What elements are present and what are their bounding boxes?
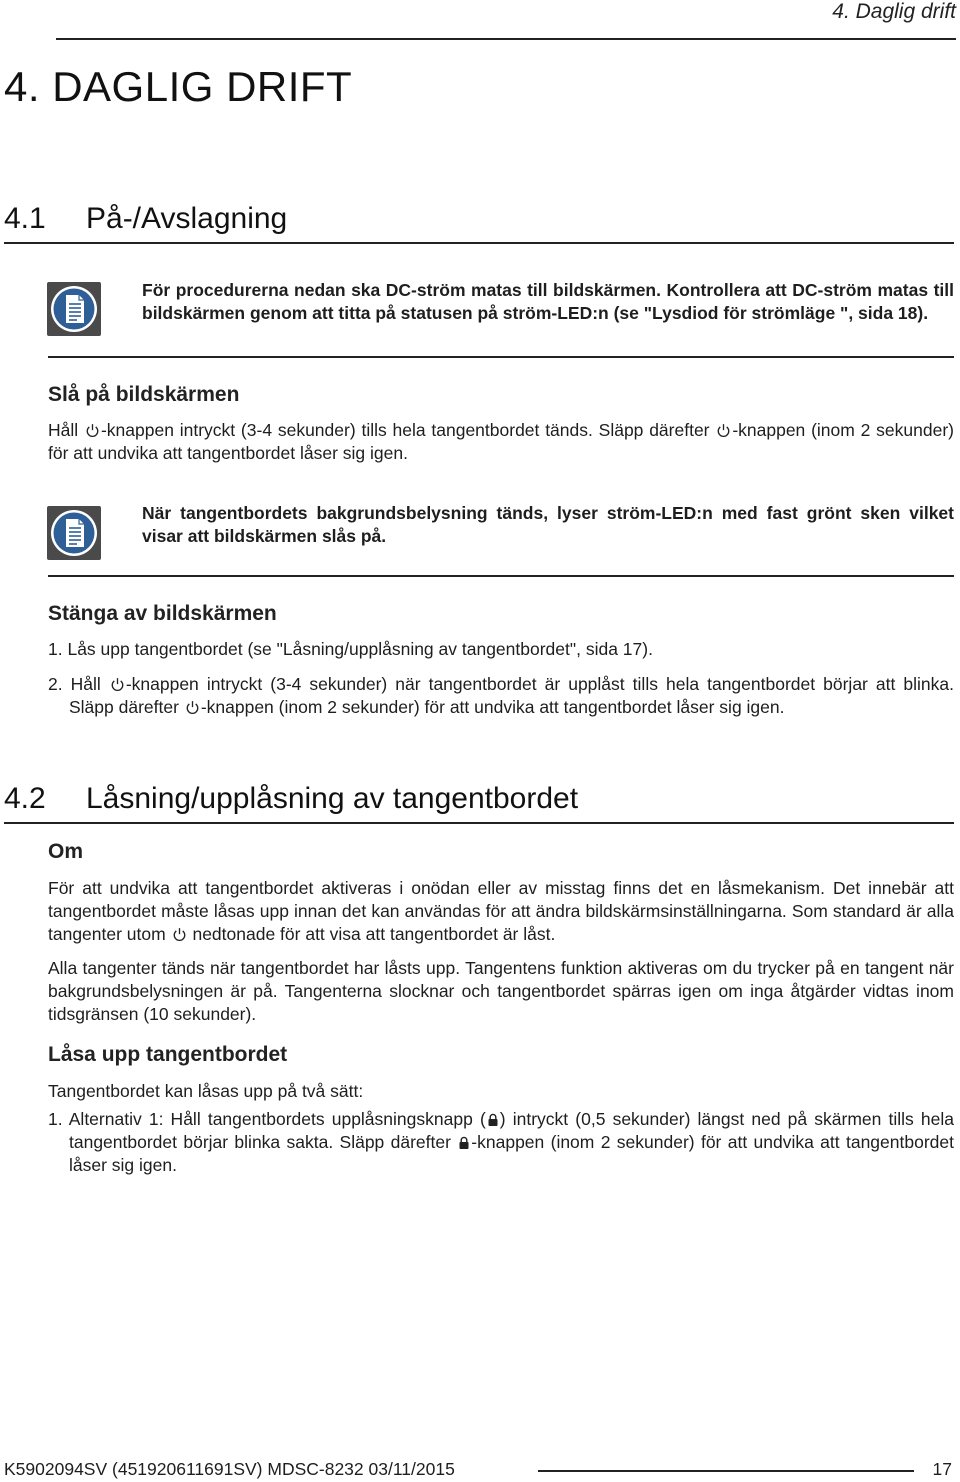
section-title-4-1 <box>4 202 287 236</box>
subsection-title-off: Stänga av bildskärmen <box>48 602 277 625</box>
section-number: 4.2 <box>4 782 46 815</box>
text: -knappen intryckt (3-4 sekunder) tills hela tangentbordet tänds. Släpp därefter <box>100 420 710 440</box>
subsection-title-on: Slå på bildskärmen <box>48 383 240 406</box>
subsection-title-unlock: Låsa upp tangentbordet <box>48 1043 288 1066</box>
note-rule <box>48 356 954 358</box>
section-title-text: På-/Avslagning <box>86 202 288 235</box>
power-icon <box>716 423 731 438</box>
power-icon <box>185 700 200 715</box>
section-rule <box>4 242 954 244</box>
text: För att undvika att tangentbordet aktiveras i onödan eller av misstag finns det en låsmekanism. Det innebär att tangentbordet måste låsas upp innan det kan användas för att ändra bildskärmsinställningarna. Som standard är alla tangenter utom <box>48 878 954 944</box>
header-rule <box>56 38 956 40</box>
text: Håll <box>48 420 79 440</box>
page-number: 17 <box>932 1459 952 1479</box>
text: -knappen (inom 2 sekunder) för att undvika att tangentbordet låser sig igen. <box>200 697 785 717</box>
power-icon <box>172 927 187 942</box>
text: ) intryckt (0,5 sekunder) längst ned på skärmen tills hela tangentbordet börjar blinka sakta. Släpp därefter <box>69 1109 954 1152</box>
footer-doc-id: K5902094SV (451920611691SV) MDSC-8232 03/11/2015 <box>4 1459 455 1479</box>
list-item <box>48 1108 954 1177</box>
lock-icon <box>487 1113 499 1127</box>
note-rule <box>48 575 954 577</box>
note-text: När tangentbordets bakgrundsbelysning tänds, lyser ström-LED:n med fast grönt sken vilket visar att bildskärmen slås på. <box>142 503 954 546</box>
power-icon <box>110 677 125 692</box>
list-item: 1. Lås upp tangentbordet (se "Låsning/upplåsning av tangentbordet", sida 17). <box>48 639 653 659</box>
section-rule <box>4 822 954 824</box>
note-icon <box>47 282 101 336</box>
text: nedtonade för att visa att tangentbordet är låst. <box>192 924 556 944</box>
footer-rule <box>538 1470 914 1472</box>
subsection-title-about: Om <box>48 840 84 863</box>
section-number: 4.1 <box>4 202 46 235</box>
section-title-4-2 <box>4 782 578 816</box>
text: -knappen (inom 2 sekunder) för att undvika att tangentbordet låser sig igen. <box>69 1132 954 1175</box>
power-icon <box>85 423 100 438</box>
text: -knappen (inom 2 sekunder) för att undvika att tangentbordet låser sig igen. <box>48 420 954 463</box>
text: 1. Alternativ 1: Håll tangentbordets upplåsningsknapp ( <box>48 1109 486 1129</box>
list-item <box>48 673 954 719</box>
section-title-text: Låsning/upplåsning av tangentbordet <box>86 782 579 815</box>
paragraph-unlock-intro: Tangentbordet kan låsas upp på två sätt: <box>48 1081 364 1101</box>
paragraph-about-1 <box>48 877 954 946</box>
running-header: 4. Daglig drift <box>832 0 956 23</box>
paragraph-power-on <box>48 419 954 465</box>
lock-icon <box>458 1136 470 1150</box>
note-text: För procedurerna nedan ska DC-ström matas till bildskärmen. Kontrollera att DC-ström matas till bildskärmen genom att titta på statusen på ström-LED:n (se "Lysdiod för strömläge ", sida 18). <box>142 280 954 323</box>
text: 2. Håll <box>48 674 101 694</box>
text: -knappen intryckt (3-4 sekunder) när tangentbordet är upplåst tills hela tangentbordet börjar att blinka. Släpp därefter <box>69 674 954 717</box>
note-icon <box>47 506 101 560</box>
chapter-title: 4. DAGLIG DRIFT <box>4 63 353 110</box>
paragraph-about-2: Alla tangenter tänds när tangentbordet har låsts upp. Tangentens funktion aktiveras om du trycker på en tangent när bakgrundsbelysningen är på. Tangenterna slocknar och tangentbordet spärras igen om inga åtgärder vidtas inom tidsgränsen (10 sekunder). <box>48 958 954 1024</box>
